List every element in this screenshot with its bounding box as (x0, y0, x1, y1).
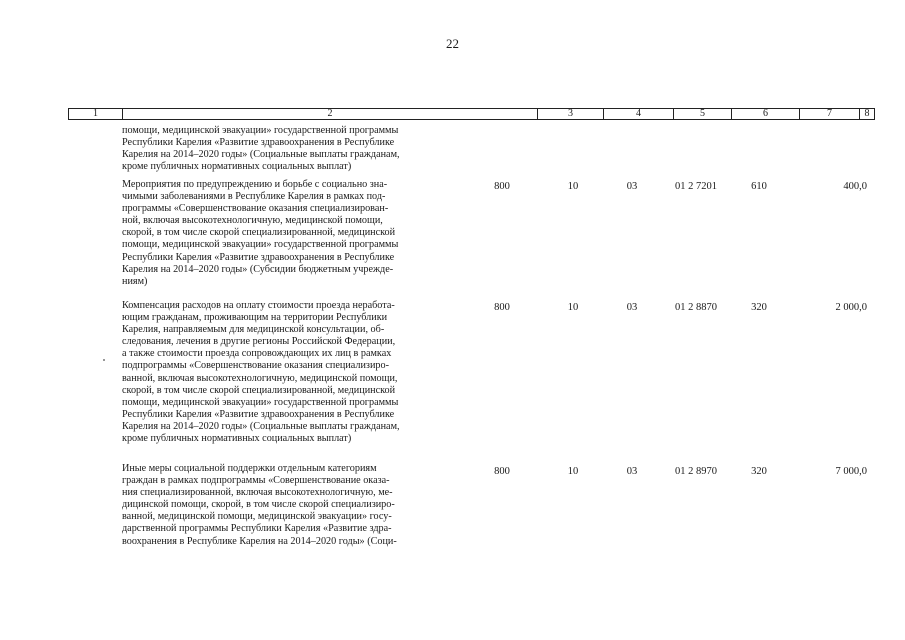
header-col-5: 5 (673, 109, 731, 119)
header-col-7: 7 (799, 109, 859, 119)
row-value-col7: 320 (751, 466, 767, 477)
row-value-col5: 03 (626, 181, 638, 192)
row-value-col8: 400,0 (843, 181, 867, 192)
row-description: помощи, медицинской эвакуации» государственной программы Республики Карелия «Развитие здравоохранения в Республике Карелия на 2014–2020 годы» (Социальные выплаты гражданам, кроме публичных нормативных социальных выплат) (122, 125, 400, 173)
header-col-4: 4 (603, 109, 673, 119)
row-value-col8: 7 000,0 (835, 466, 867, 477)
row-value-col3: 800 (494, 302, 510, 313)
row-description: Иные меры социальной поддержки отдельным категориям граждан в рамках подпрограммы «Совершенствование оказа- ния специализированной, включая высокотехнологичную, ме- дицинской помощи, скорой, в том числе скорой специализиро- ванной, медицинской помощи, медицинской эвакуации» госу- дарственной программы Республики Карелия «Развитие здра- воохранения в Республике Карелия на 2014–2020 годы» (Соци- (122, 463, 397, 547)
header-col-1: 1 (93, 108, 98, 119)
row-value-col4: 10 (567, 302, 579, 313)
page-number: 22 (446, 36, 459, 51)
row-value-col8: 2 000,0 (835, 302, 867, 313)
row-value-col6: 01 2 7201 (675, 181, 717, 192)
row-value-col7: 610 (751, 181, 767, 192)
table-header-row (68, 108, 875, 120)
row-value-col3: 800 (494, 181, 510, 192)
row-value-col7: 320 (751, 302, 767, 313)
header-col-2: 2 (122, 109, 537, 119)
header-col-6: 6 (731, 109, 799, 119)
row-value-col5: 03 (626, 466, 638, 477)
row-description: Мероприятия по предупреждению и борьбе с социально зна- чимыми заболеваниями в Республике Карелия в рамках под- программы «Совершенствование оказания специализирован- ной, включая высокотехнологичную, медицинской помощи, скорой, в том числе скорой специализированной, медицинской помощи, медицинской эвакуации» государственной программы Республики Карелия «Развитие здравоохранения в Республике Карелия на 2014–2020 годы» (Субсидии бюджетным учрежде- ниям) (122, 179, 399, 287)
header-col-3: 3 (537, 109, 603, 119)
row-value-col5: 03 (626, 302, 638, 313)
row-description: Компенсация расходов на оплату стоимости проезда неработа- ющим гражданам, проживающим на территории Республики Карелия, направляемым для медицинской консультации, об- следования, лечения в другие регионы Российской Федерации, а также стоимости проезда сопровождающих их лиц в рамках подпрограммы «Совершенствование оказания специализиро- ванной, включая высокотехнологичную, медицинской помощи, скорой, в том числе скорой специализированной, медицинской помощи, медицинской эвакуации» государственной программы Республики Карелия «Развитие здравоохранения в Республике Карелия на 2014–2020 годы» (Социальные выплаты гражданам, кроме публичных нормативных социальных выплат) (122, 300, 400, 445)
header-col-8: 8 (859, 109, 874, 119)
row-value-col6: 01 2 8870 (675, 302, 717, 313)
row-value-col4: 10 (567, 466, 579, 477)
row-value-col4: 10 (567, 181, 579, 192)
row-value-col6: 01 2 8970 (675, 466, 717, 477)
row-value-col3: 800 (494, 466, 510, 477)
scan-speck (103, 359, 105, 361)
